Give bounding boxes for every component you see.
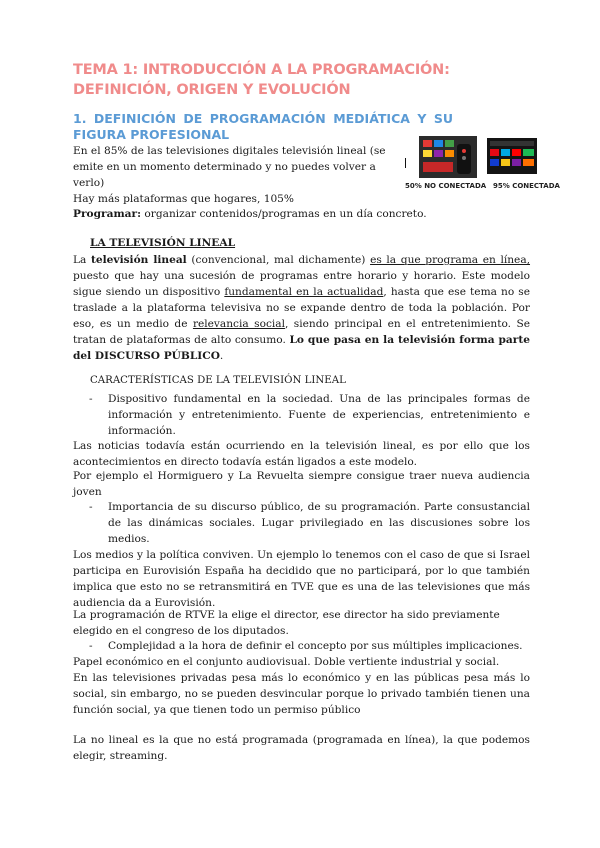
text-run: La <box>73 254 92 266</box>
programar-definition <box>73 206 533 222</box>
list-dash: - <box>89 501 93 513</box>
paragraph: La no lineal es la que no está programada (programada en línea), la que podemos elegir, streaming. <box>73 734 530 762</box>
list-dash: - <box>89 393 93 405</box>
list-item <box>73 391 530 439</box>
list-item-text: Importancia de su discurso público, de su programación. Parte consustancial de las dinámicas sociales. Lugar privilegiado en las discusiones sobre los medios. <box>108 501 530 545</box>
document-title: TEMA 1: INTRODUCCIÓN A LA PROGRAMACIÓN: DEFINICIÓN, ORIGEN Y EVOLUCIÓN <box>73 62 450 98</box>
list-dash: - <box>89 640 93 652</box>
divider-mark <box>405 158 406 168</box>
list-item-text: Dispositivo fundamental en la sociedad. Una de las principales formas de información y entretenimiento. Fuente de experiencias, entretenimiento e información. <box>108 393 530 437</box>
text-run-underlined: relevancia social <box>192 318 285 330</box>
caption-connected: 95% CONECTADA <box>493 182 560 190</box>
connected-tv-image <box>487 138 537 174</box>
caption-not-connected: 50% NO CONECTADA <box>405 182 487 190</box>
paragraph: En las televisiones privadas pesa más lo económico y en las públicas pesa más lo social, sin embargo, no se pueden desvincular porque lo privado también tienen una función social, ya que tienen todo un permiso público <box>73 672 530 716</box>
text-run-bold: Lo que pasa en la televisión forma parte del DISCURSO PÚBLICO <box>73 334 530 362</box>
text-run-underlined: es la que programa en línea, <box>370 254 531 266</box>
text-run: , siendo principal en el entretenimiento. Se tratan de plataformas de alto consumo. <box>73 318 530 346</box>
section-heading: 1. DEFINICIÓN DE PROGRAMACIÓN MEDIÁTICA Y SU FIGURA PROFESIONAL <box>73 111 453 142</box>
subsection-heading: LA TELEVISIÓN LINEAL <box>90 237 236 249</box>
programar-text: organizar contenidos/programas en un día concreto. <box>141 208 427 220</box>
text-run: (convencional, mal dichamente) <box>186 254 371 266</box>
text-run-bold: televisión lineal <box>91 254 187 266</box>
text-run: , hasta que ese tema no se traslade a la plataforma televisiva no se expande dentro de toda la población. Por eso, es un medio de <box>73 286 530 330</box>
paragraph: Los medios y la política conviven. Un ejemplo lo tenemos con el caso de que si Israel participa en Eurovisión España ha decidido que no participará, por lo que también implica que esto no se retransmitirá en TVE que es una de las televisiones que más audiencia da a Eurovisión. <box>73 549 530 609</box>
list-item <box>73 638 530 654</box>
tv-remote-image <box>419 136 477 178</box>
intro-paragraph <box>73 143 405 207</box>
linear-tv-paragraph <box>73 252 530 364</box>
programar-label: Programar: <box>73 208 142 220</box>
paragraph: Las noticias todavía están ocurriendo en la televisión lineal, es por ello que los acontecimientos en directo todavía están ligados a este modelo. <box>73 440 530 468</box>
paragraph: Por ejemplo el Hormiguero y La Revuelta siempre consigue traer nueva audiencia joven <box>73 470 530 498</box>
list-item <box>73 499 530 547</box>
paragraph: Papel económico en el conjunto audiovisual. Doble vertiente industrial y social. <box>73 656 500 668</box>
intro-line-1: En el 85% de las televisiones digitales televisión lineal (se emite en un momento determinado y no puedes volver a verlo) <box>73 145 386 189</box>
list-item-text: Complejidad a la hora de definir el concepto por sus múltiples implicaciones. <box>108 640 523 652</box>
features-heading: CARACTERÍSTICAS DE LA TELEVISIÓN LINEAL <box>90 375 346 386</box>
intro-line-2: Hay más plataformas que hogares, 105% <box>73 193 294 205</box>
text-run-underlined: fundamental en la actualidad <box>224 286 384 298</box>
text-run: . <box>219 350 224 362</box>
paragraph: La programación de RTVE la elige el director, ese director ha sido previamente elegido en el congreso de los diputados. <box>73 609 500 637</box>
text-run: puesto que hay una sucesión de programas entre horario y horario. Este modelo sigue siendo un dispositivo <box>73 270 530 298</box>
